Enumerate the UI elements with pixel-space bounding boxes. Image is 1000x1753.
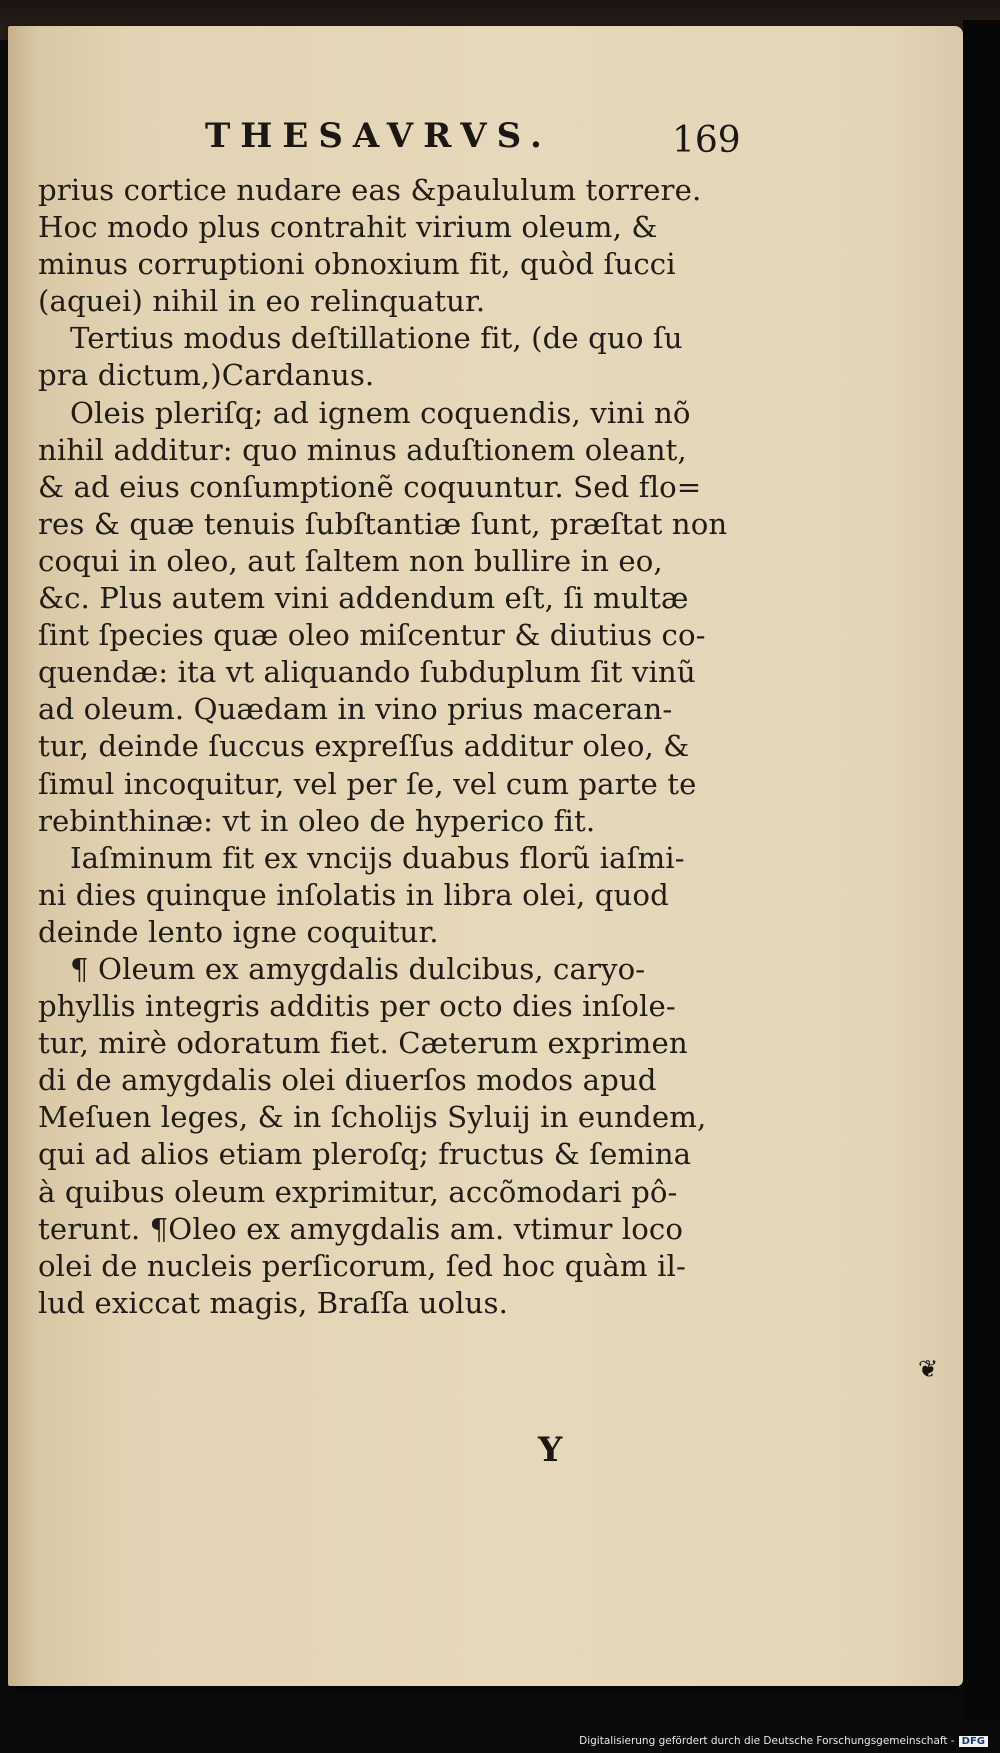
text-line: lud exiccat magis, Braſſa uolus. [38,1285,508,1320]
running-head-title: THESAVRVS. [205,116,552,156]
running-head [0,116,1000,160]
text-line: (aquei) nihil in eo relinquatur. [38,284,486,319]
text-line: Meſuen leges, & in ſcholijs Syluij in eundem, [38,1100,707,1135]
text-line: rebinthinæ: vt in oleo de hyperico fit. [38,803,596,838]
text-line: prius cortice nudare eas &paululum torrere. [38,173,702,207]
text-line: pra dictum,)Cardanus. [38,358,375,393]
text-line: quendæ: ita vt aliquando ſubduplum ſit vinũ [38,655,696,690]
text-line: à quibus oleum exprimitur, accõmodari pô- [38,1174,678,1209]
margin-ornament-icon: ❦ [918,1355,939,1383]
text-line: phyllis integris additis per octo dies inſole- [38,989,676,1024]
text-line: tur, mirè odoratum fiet. Cæterum exprimen [38,1026,688,1061]
text-line: &c. Plus autem vini addendum eſt, ſi multæ [38,581,689,616]
credit-text: Digitalisierung gefördert durch die Deutsche Forschungsgemeinschaft - [579,1735,955,1747]
page-gutter-shadow [963,20,1000,1720]
page-number: 169 [672,120,741,161]
text-line: & ad eius conſumptionẽ coquuntur. Sed flo= [38,469,702,504]
text-line: ſimul incoquitur, vel per ſe, vel cum parte te [38,766,697,801]
text-line: qui ad alios etiam pleroſq; fructus & ſemina [38,1137,692,1172]
text-line: di de amygdalis olei diuerſos modos apud [38,1063,657,1098]
text-line: Hoc modo plus contrahit virium oleum, & [38,210,658,245]
catchword: Y [538,1430,563,1470]
digitization-credit [579,1735,988,1747]
text-line: terunt. ¶Oleo ex amygdalis am. vtimur loco [38,1211,683,1246]
text-line: Iaſminum fit ex vncijs duabus florũ iaſmi- [70,840,685,875]
text-line: ni dies quinque inſolatis in libra olei, quod [38,877,669,912]
body-text [38,172,738,1322]
text-line: tur, deinde ſuccus expreſſus additur oleo, & [38,729,690,764]
text-line: coqui in oleo, aut ſaltem non bullire in eo, [38,543,663,578]
dfg-logo: DFG [959,1736,988,1747]
text-line: deinde lento igne coquitur. [38,914,439,949]
text-line: ad oleum. Quædam in vino prius maceran- [38,692,673,727]
text-line: nihil additur: quo minus aduſtionem oleant, [38,432,687,467]
text-line: ¶ Oleum ex amygdalis dulcibus, caryo- [70,951,646,986]
text-line: olei de nucleis perſicorum, ſed hoc quàm il- [38,1248,686,1283]
text-line: Tertius modus deſtillatione fit, (de quo ſu [70,321,683,356]
text-line: ſint ſpecies quæ oleo miſcentur & diutius co- [38,618,706,653]
text-line: res & quæ tenuis ſubſtantiæ ſunt, præſtat non [38,506,728,541]
text-line: Oleis pleriſq; ad ignem coquendis, vini nõ [70,395,691,430]
text-line: minus corruptioni obnoxium fit, quòd ſucci [38,247,676,282]
